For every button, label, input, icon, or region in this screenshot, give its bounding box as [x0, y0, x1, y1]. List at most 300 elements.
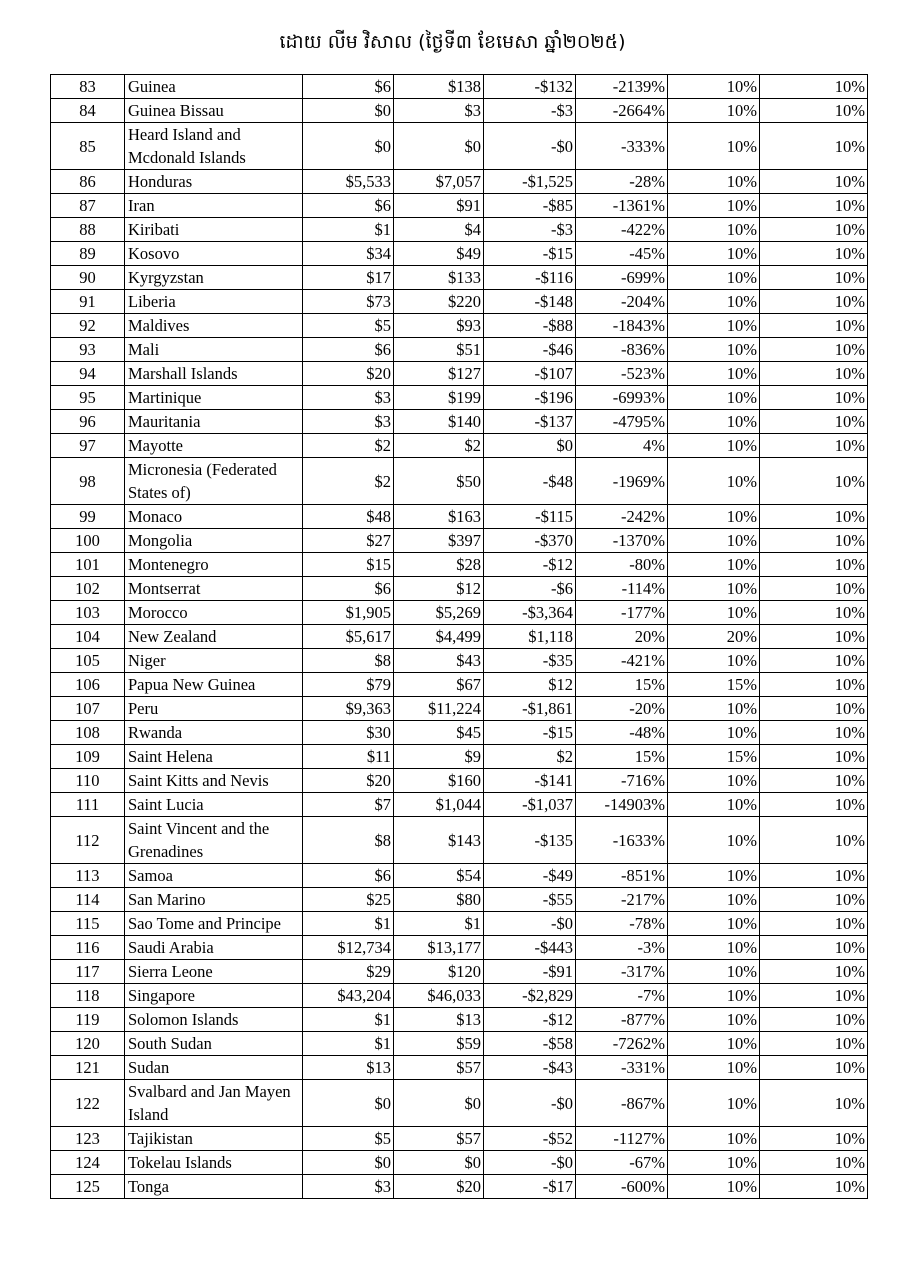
row-number: 88 [51, 218, 125, 242]
percent-col-6: 10% [760, 984, 868, 1008]
country-name: Sudan [125, 1056, 303, 1080]
row-number: 108 [51, 721, 125, 745]
value-col-3: $2 [484, 745, 576, 769]
row-number: 112 [51, 817, 125, 864]
percent-col-4: -1843% [576, 314, 668, 338]
table-row [51, 75, 868, 99]
value-col-1: $15 [303, 553, 394, 577]
value-col-3: -$2,829 [484, 984, 576, 1008]
value-col-2: $43 [394, 649, 484, 673]
percent-col-5: 10% [668, 123, 760, 170]
percent-col-6: 10% [760, 793, 868, 817]
value-col-1: $1 [303, 218, 394, 242]
percent-col-4: -45% [576, 242, 668, 266]
country-name: Solomon Islands [125, 1008, 303, 1032]
percent-col-5: 10% [668, 170, 760, 194]
country-name: Sao Tome and Principe [125, 912, 303, 936]
value-col-2: $51 [394, 338, 484, 362]
percent-col-5: 10% [668, 75, 760, 99]
value-col-1: $20 [303, 769, 394, 793]
percent-col-4: -1969% [576, 458, 668, 505]
row-number: 85 [51, 123, 125, 170]
tariff-table [50, 74, 868, 1199]
value-col-3: -$52 [484, 1127, 576, 1151]
percent-col-4: 20% [576, 625, 668, 649]
row-number: 94 [51, 362, 125, 386]
percent-col-5: 10% [668, 1008, 760, 1032]
percent-col-6: 10% [760, 290, 868, 314]
percent-col-6: 10% [760, 314, 868, 338]
row-number: 118 [51, 984, 125, 1008]
value-col-3: -$46 [484, 338, 576, 362]
value-col-1: $5,533 [303, 170, 394, 194]
table-row [51, 601, 868, 625]
country-name: Tokelau Islands [125, 1151, 303, 1175]
value-col-3: -$443 [484, 936, 576, 960]
table-row [51, 123, 868, 170]
percent-col-5: 10% [668, 194, 760, 218]
percent-col-4: -48% [576, 721, 668, 745]
percent-col-5: 10% [668, 960, 760, 984]
percent-col-5: 10% [668, 505, 760, 529]
row-number: 120 [51, 1032, 125, 1056]
value-col-1: $48 [303, 505, 394, 529]
value-col-1: $6 [303, 75, 394, 99]
table-row [51, 290, 868, 314]
country-name: Montserrat [125, 577, 303, 601]
country-name: Saint Helena [125, 745, 303, 769]
percent-col-4: -2139% [576, 75, 668, 99]
percent-col-4: -204% [576, 290, 668, 314]
percent-col-5: 10% [668, 912, 760, 936]
country-name: Guinea Bissau [125, 99, 303, 123]
percent-col-6: 10% [760, 434, 868, 458]
country-name: Monaco [125, 505, 303, 529]
value-col-3: -$135 [484, 817, 576, 864]
row-number: 123 [51, 1127, 125, 1151]
value-col-3: -$55 [484, 888, 576, 912]
percent-col-5: 10% [668, 817, 760, 864]
row-number: 101 [51, 553, 125, 577]
table-row [51, 817, 868, 864]
value-col-3: -$12 [484, 1008, 576, 1032]
value-col-1: $1 [303, 1032, 394, 1056]
value-col-2: $11,224 [394, 697, 484, 721]
percent-col-4: -242% [576, 505, 668, 529]
percent-col-6: 10% [760, 1080, 868, 1127]
percent-col-5: 10% [668, 218, 760, 242]
table-row [51, 434, 868, 458]
value-col-2: $54 [394, 864, 484, 888]
percent-col-6: 10% [760, 1056, 868, 1080]
value-col-1: $25 [303, 888, 394, 912]
country-name: Montenegro [125, 553, 303, 577]
percent-col-4: -78% [576, 912, 668, 936]
value-col-3: -$35 [484, 649, 576, 673]
value-col-1: $11 [303, 745, 394, 769]
value-col-2: $0 [394, 1151, 484, 1175]
row-number: 116 [51, 936, 125, 960]
value-col-2: $13 [394, 1008, 484, 1032]
country-name: Singapore [125, 984, 303, 1008]
percent-col-6: 10% [760, 99, 868, 123]
value-col-1: $2 [303, 434, 394, 458]
percent-col-5: 10% [668, 649, 760, 673]
value-col-1: $8 [303, 649, 394, 673]
value-col-3: -$3 [484, 218, 576, 242]
percent-col-6: 10% [760, 242, 868, 266]
percent-col-4: -716% [576, 769, 668, 793]
country-name: Morocco [125, 601, 303, 625]
country-name: Saint Kitts and Nevis [125, 769, 303, 793]
value-col-3: -$196 [484, 386, 576, 410]
table-row [51, 505, 868, 529]
value-col-1: $0 [303, 1151, 394, 1175]
percent-col-4: 15% [576, 673, 668, 697]
value-col-2: $397 [394, 529, 484, 553]
value-col-2: $133 [394, 266, 484, 290]
country-name: Mali [125, 338, 303, 362]
table-row [51, 529, 868, 553]
table-row [51, 984, 868, 1008]
percent-col-4: -600% [576, 1175, 668, 1199]
table-row [51, 553, 868, 577]
value-col-2: $140 [394, 410, 484, 434]
percent-col-5: 20% [668, 625, 760, 649]
percent-col-6: 10% [760, 553, 868, 577]
value-col-3: -$88 [484, 314, 576, 338]
row-number: 99 [51, 505, 125, 529]
row-number: 117 [51, 960, 125, 984]
country-name: Martinique [125, 386, 303, 410]
percent-col-4: -177% [576, 601, 668, 625]
value-col-1: $6 [303, 338, 394, 362]
value-col-1: $0 [303, 99, 394, 123]
value-col-2: $9 [394, 745, 484, 769]
percent-col-4: -14903% [576, 793, 668, 817]
value-col-1: $12,734 [303, 936, 394, 960]
table-row [51, 649, 868, 673]
table-row [51, 1175, 868, 1199]
value-col-3: -$148 [484, 290, 576, 314]
value-col-1: $9,363 [303, 697, 394, 721]
value-col-1: $2 [303, 458, 394, 505]
country-name: Papua New Guinea [125, 673, 303, 697]
table-row [51, 1151, 868, 1175]
row-number: 107 [51, 697, 125, 721]
value-col-3: -$91 [484, 960, 576, 984]
row-number: 98 [51, 458, 125, 505]
country-name: Mayotte [125, 434, 303, 458]
row-number: 113 [51, 864, 125, 888]
country-name: Rwanda [125, 721, 303, 745]
percent-col-5: 10% [668, 1032, 760, 1056]
value-col-2: $5,269 [394, 601, 484, 625]
percent-col-6: 10% [760, 386, 868, 410]
value-col-3: -$17 [484, 1175, 576, 1199]
percent-col-5: 10% [668, 721, 760, 745]
value-col-2: $50 [394, 458, 484, 505]
row-number: 124 [51, 1151, 125, 1175]
country-name: Saudi Arabia [125, 936, 303, 960]
value-col-1: $20 [303, 362, 394, 386]
country-name: New Zealand [125, 625, 303, 649]
value-col-3: $1,118 [484, 625, 576, 649]
percent-col-4: -7% [576, 984, 668, 1008]
percent-col-5: 10% [668, 1080, 760, 1127]
table-row [51, 577, 868, 601]
value-col-1: $1 [303, 912, 394, 936]
country-name: Niger [125, 649, 303, 673]
value-col-1: $17 [303, 266, 394, 290]
percent-col-5: 10% [668, 434, 760, 458]
percent-col-5: 10% [668, 697, 760, 721]
percent-col-6: 10% [760, 1151, 868, 1175]
percent-col-6: 10% [760, 1032, 868, 1056]
percent-col-5: 10% [668, 1056, 760, 1080]
percent-col-5: 10% [668, 984, 760, 1008]
country-name: Tonga [125, 1175, 303, 1199]
percent-col-4: 15% [576, 745, 668, 769]
table-row [51, 1056, 868, 1080]
percent-col-6: 10% [760, 577, 868, 601]
percent-col-4: -20% [576, 697, 668, 721]
percent-col-5: 10% [668, 1127, 760, 1151]
percent-col-6: 10% [760, 266, 868, 290]
percent-col-5: 10% [668, 864, 760, 888]
table-row [51, 936, 868, 960]
value-col-1: $1,905 [303, 601, 394, 625]
percent-col-4: -67% [576, 1151, 668, 1175]
value-col-3: -$116 [484, 266, 576, 290]
table-row [51, 170, 868, 194]
percent-col-5: 15% [668, 745, 760, 769]
country-name: Iran [125, 194, 303, 218]
value-col-1: $13 [303, 1056, 394, 1080]
table-row [51, 745, 868, 769]
percent-col-6: 10% [760, 1127, 868, 1151]
value-col-1: $1 [303, 1008, 394, 1032]
row-number: 122 [51, 1080, 125, 1127]
percent-col-4: -80% [576, 553, 668, 577]
percent-col-5: 10% [668, 888, 760, 912]
percent-col-6: 10% [760, 505, 868, 529]
value-col-2: $0 [394, 123, 484, 170]
value-col-2: $28 [394, 553, 484, 577]
row-number: 125 [51, 1175, 125, 1199]
value-col-3: -$49 [484, 864, 576, 888]
value-col-2: $7,057 [394, 170, 484, 194]
table-row [51, 960, 868, 984]
percent-col-6: 10% [760, 936, 868, 960]
value-col-3: -$1,861 [484, 697, 576, 721]
value-col-3: -$15 [484, 242, 576, 266]
value-col-1: $30 [303, 721, 394, 745]
percent-col-6: 10% [760, 864, 868, 888]
value-col-2: $138 [394, 75, 484, 99]
row-number: 109 [51, 745, 125, 769]
country-name: Sierra Leone [125, 960, 303, 984]
table-row [51, 362, 868, 386]
value-col-3: -$0 [484, 123, 576, 170]
percent-col-6: 10% [760, 1008, 868, 1032]
percent-col-5: 10% [668, 314, 760, 338]
value-col-2: $67 [394, 673, 484, 697]
value-col-1: $34 [303, 242, 394, 266]
country-name: Kiribati [125, 218, 303, 242]
value-col-2: $3 [394, 99, 484, 123]
percent-col-4: -3% [576, 936, 668, 960]
value-col-2: $0 [394, 1080, 484, 1127]
percent-col-5: 15% [668, 673, 760, 697]
value-col-2: $2 [394, 434, 484, 458]
percent-col-6: 10% [760, 817, 868, 864]
percent-col-5: 10% [668, 290, 760, 314]
row-number: 96 [51, 410, 125, 434]
percent-col-4: -1361% [576, 194, 668, 218]
country-name: Kyrgyzstan [125, 266, 303, 290]
percent-col-4: -421% [576, 649, 668, 673]
country-name: Maldives [125, 314, 303, 338]
percent-col-5: 10% [668, 601, 760, 625]
percent-col-5: 10% [668, 553, 760, 577]
percent-col-6: 10% [760, 960, 868, 984]
value-col-2: $91 [394, 194, 484, 218]
percent-col-5: 10% [668, 769, 760, 793]
value-col-2: $59 [394, 1032, 484, 1056]
percent-col-5: 10% [668, 529, 760, 553]
percent-col-4: -699% [576, 266, 668, 290]
percent-col-4: -6993% [576, 386, 668, 410]
percent-col-5: 10% [668, 242, 760, 266]
row-number: 97 [51, 434, 125, 458]
percent-col-5: 10% [668, 1175, 760, 1199]
value-col-1: $6 [303, 577, 394, 601]
row-number: 119 [51, 1008, 125, 1032]
percent-col-6: 10% [760, 601, 868, 625]
percent-col-5: 10% [668, 386, 760, 410]
value-col-3: -$48 [484, 458, 576, 505]
value-col-2: $80 [394, 888, 484, 912]
country-name: Saint Vincent and the Grenadines [125, 817, 303, 864]
value-col-2: $1,044 [394, 793, 484, 817]
percent-col-4: -217% [576, 888, 668, 912]
table-row [51, 386, 868, 410]
value-col-2: $1 [394, 912, 484, 936]
percent-col-4: -1633% [576, 817, 668, 864]
value-col-1: $79 [303, 673, 394, 697]
percent-col-4: -1370% [576, 529, 668, 553]
table-row [51, 625, 868, 649]
table-row [51, 99, 868, 123]
value-col-3: -$85 [484, 194, 576, 218]
percent-col-6: 10% [760, 458, 868, 505]
value-col-1: $6 [303, 194, 394, 218]
country-name: Mongolia [125, 529, 303, 553]
value-col-2: $120 [394, 960, 484, 984]
row-number: 92 [51, 314, 125, 338]
table-row [51, 458, 868, 505]
value-col-2: $49 [394, 242, 484, 266]
table-row [51, 1080, 868, 1127]
value-col-3: -$107 [484, 362, 576, 386]
country-name: Honduras [125, 170, 303, 194]
table-row [51, 769, 868, 793]
table-row [51, 266, 868, 290]
percent-col-4: -851% [576, 864, 668, 888]
table-row [51, 864, 868, 888]
country-name: Tajikistan [125, 1127, 303, 1151]
row-number: 100 [51, 529, 125, 553]
table-row [51, 242, 868, 266]
percent-col-4: -317% [576, 960, 668, 984]
percent-col-4: 4% [576, 434, 668, 458]
percent-col-4: -422% [576, 218, 668, 242]
percent-col-5: 10% [668, 266, 760, 290]
country-name: Guinea [125, 75, 303, 99]
country-name: Heard Island and Mcdonald Islands [125, 123, 303, 170]
value-col-3: -$12 [484, 553, 576, 577]
value-col-3: -$6 [484, 577, 576, 601]
table-row [51, 721, 868, 745]
table-body [51, 75, 868, 1199]
country-name: Svalbard and Jan Mayen Island [125, 1080, 303, 1127]
country-name: Samoa [125, 864, 303, 888]
percent-col-6: 10% [760, 697, 868, 721]
percent-col-5: 10% [668, 99, 760, 123]
percent-col-6: 10% [760, 362, 868, 386]
value-col-3: -$115 [484, 505, 576, 529]
value-col-3: -$137 [484, 410, 576, 434]
value-col-2: $4,499 [394, 625, 484, 649]
percent-col-5: 10% [668, 410, 760, 434]
value-col-2: $127 [394, 362, 484, 386]
row-number: 89 [51, 242, 125, 266]
value-col-3: -$141 [484, 769, 576, 793]
percent-col-4: -1127% [576, 1127, 668, 1151]
percent-col-4: -114% [576, 577, 668, 601]
country-name: Kosovo [125, 242, 303, 266]
country-name: South Sudan [125, 1032, 303, 1056]
percent-col-4: -877% [576, 1008, 668, 1032]
row-number: 105 [51, 649, 125, 673]
percent-col-6: 10% [760, 194, 868, 218]
percent-col-5: 10% [668, 362, 760, 386]
percent-col-5: 10% [668, 338, 760, 362]
percent-col-5: 10% [668, 793, 760, 817]
percent-col-5: 10% [668, 1151, 760, 1175]
value-col-3: -$3 [484, 99, 576, 123]
value-col-3: -$1,037 [484, 793, 576, 817]
value-col-2: $199 [394, 386, 484, 410]
country-name: Marshall Islands [125, 362, 303, 386]
percent-col-6: 10% [760, 745, 868, 769]
table-row [51, 1008, 868, 1032]
table-row [51, 314, 868, 338]
row-number: 93 [51, 338, 125, 362]
table-row [51, 697, 868, 721]
table-row [51, 1032, 868, 1056]
value-col-3: -$0 [484, 1080, 576, 1127]
row-number: 121 [51, 1056, 125, 1080]
value-col-3: $0 [484, 434, 576, 458]
row-number: 95 [51, 386, 125, 410]
percent-col-6: 10% [760, 338, 868, 362]
row-number: 104 [51, 625, 125, 649]
row-number: 102 [51, 577, 125, 601]
value-col-2: $163 [394, 505, 484, 529]
table-row [51, 793, 868, 817]
